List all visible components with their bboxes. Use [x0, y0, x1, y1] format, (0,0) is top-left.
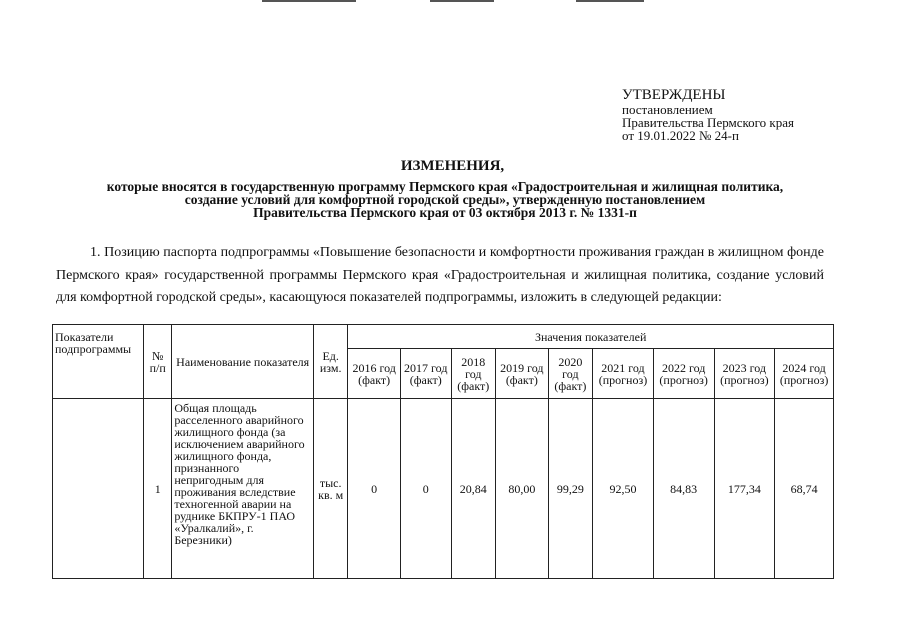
cell-value: 84,83: [653, 399, 714, 579]
approval-block: [622, 88, 882, 142]
scan-artifact-line: [262, 0, 356, 2]
approval-line: Правительства Пермского края: [622, 115, 794, 130]
header-year: 2024 год (прогноз): [775, 349, 834, 399]
header-values: Значения показателей: [348, 325, 834, 349]
approval-line: от 19.01.2022 № 24-п: [622, 128, 739, 143]
body-paragraph: 1. Позицию паспорта подпрограммы «Повышение безопасности и комфортности проживания граждан в жилищном фонде Пермского края» государственной программы Пермского края «Градостроительная и жилищная политика, создание условий для комфортной городской среды», касающуюся показателей подпрограммы, изложить в следующей редакции:: [56, 245, 824, 305]
header-year: 2020 год (факт): [548, 349, 593, 399]
cell-value: 0: [348, 399, 401, 579]
header-unit: Ед. изм.: [313, 325, 347, 399]
cell-value: 177,34: [714, 399, 775, 579]
header-year: 2019 год (факт): [496, 349, 549, 399]
cell-value: 0: [400, 399, 451, 579]
header-year: 2023 год (прогноз): [714, 349, 775, 399]
approval-line: постановлением: [622, 102, 713, 117]
cell-name: Общая площадь расселенного аварийного жилищного фонда (за исключением аварийного жилищного фонда, признанного непригодным для проживания вследствие техногенной аварии на руднике БКПРУ-1 ПАО «Уралкалий», г. Березники): [172, 399, 314, 579]
header-num: № п/п: [144, 325, 172, 399]
subtitle-line: которые вносятся в государственную программу Пермского края «Градостроительная и жилищная политика,: [106, 179, 784, 194]
indicators-table: [52, 324, 834, 579]
approval-heading: УТВЕРЖДЕНЫ: [622, 87, 726, 103]
cell-unit: тыс. кв. м: [313, 399, 347, 579]
cell-value: 80,00: [496, 399, 549, 579]
header-year: 2018 год (факт): [451, 349, 496, 399]
header-year: 2016 год (факт): [348, 349, 401, 399]
document-title: ИЗМЕНЕНИЯ,: [400, 158, 505, 174]
scan-artifact-line: [430, 0, 494, 2]
cell-value: 20,84: [451, 399, 496, 579]
header-name: Наименование показателя: [172, 325, 314, 399]
scan-artifact-line: [576, 0, 644, 2]
subtitle-line: создание условий для комфортной городской среды», утвержденную постановлением: [184, 192, 706, 207]
header-year: 2022 год (прогноз): [653, 349, 714, 399]
header-year: 2017 год (факт): [400, 349, 451, 399]
table-row: [53, 399, 834, 579]
cell-indicators-empty: [53, 399, 144, 579]
cell-num: 1: [144, 399, 172, 579]
subtitle-line: Правительства Пермского края от 03 октября 2013 г. № 1331-п: [253, 205, 637, 220]
document-subtitle: [40, 180, 850, 219]
cell-value: 68,74: [775, 399, 834, 579]
cell-value: 92,50: [593, 399, 654, 579]
cell-value: 99,29: [548, 399, 593, 579]
header-year: 2021 год (прогноз): [593, 349, 654, 399]
header-indicators: Показатели подпрограммы: [53, 325, 144, 399]
